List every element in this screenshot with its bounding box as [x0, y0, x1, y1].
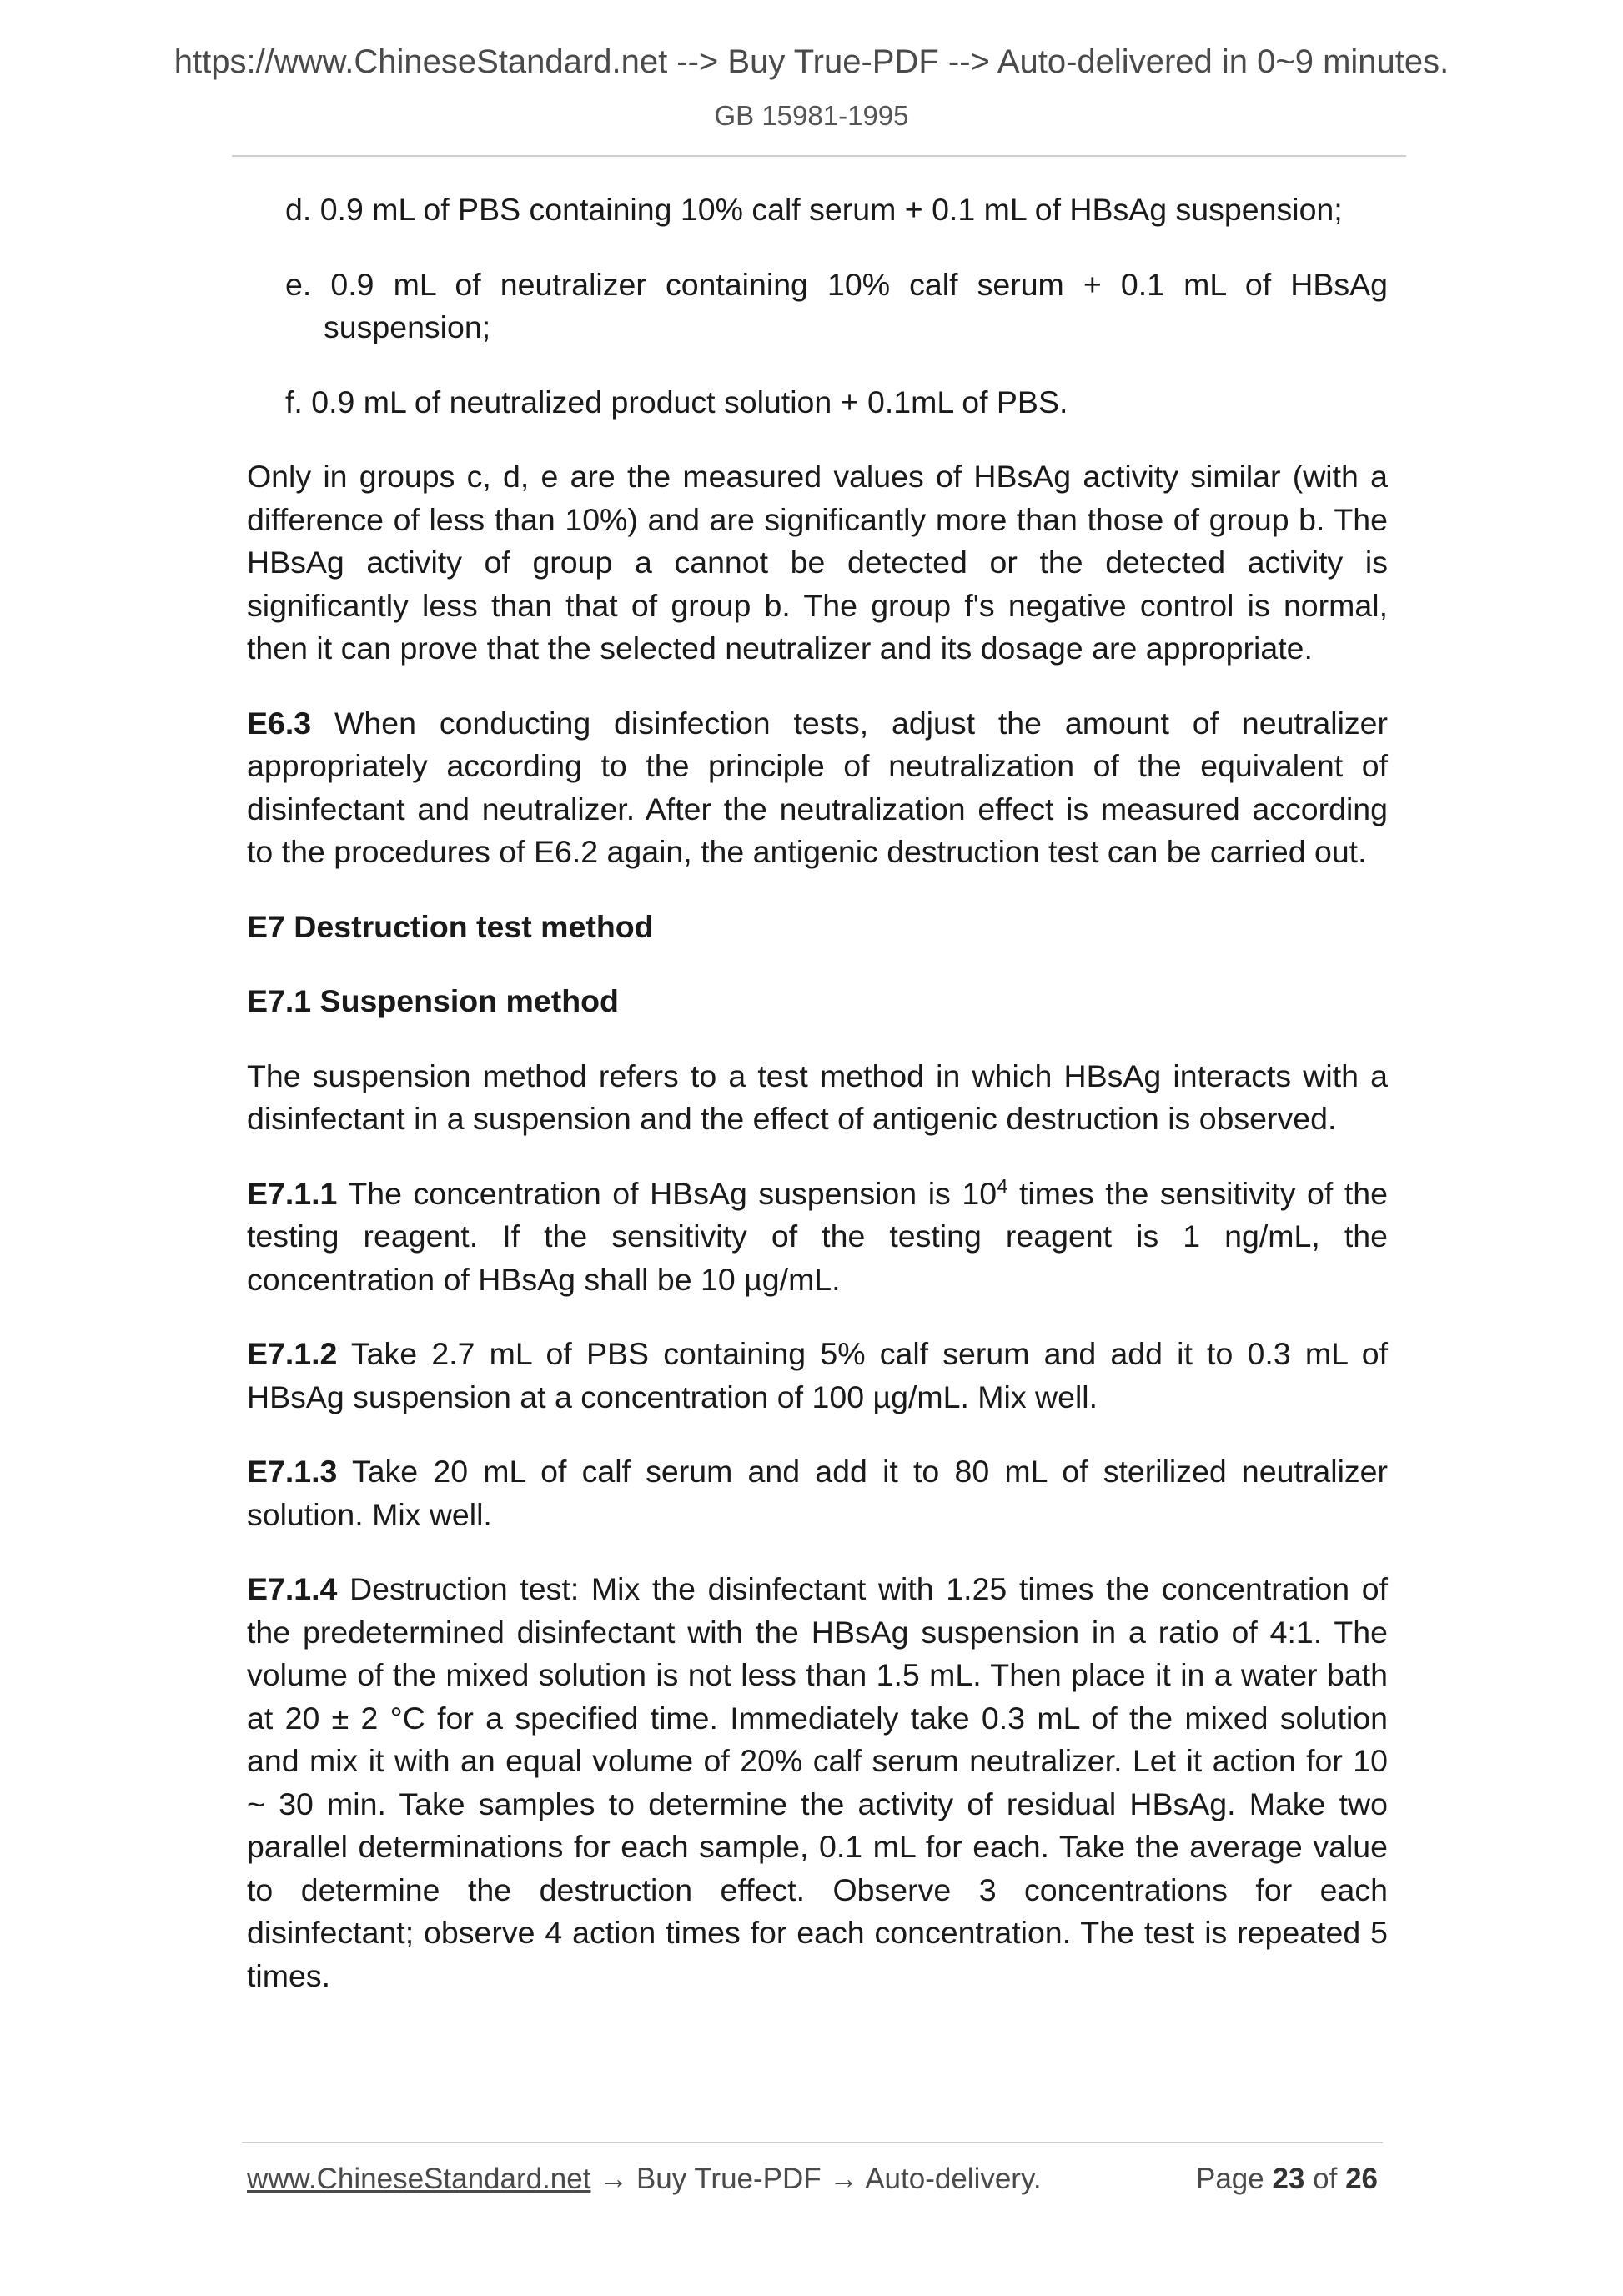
list-item-e: e. 0.9 mL of neutralizer containing 10% calf serum + 0.1 mL of HBsAg suspension;	[285, 266, 1388, 344]
list-item-f: f. 0.9 mL of neutralized product solution + 0.1mL of PBS.	[285, 384, 1068, 420]
page-body	[247, 188, 1388, 1997]
paragraph-suspension: The suspension method refers to a test method in which HBsAg interacts with a disinfectant in a suspension and the effect of antigenic destruction is observed.	[247, 1058, 1388, 1136]
page-number: 23	[1272, 2163, 1305, 2195]
site-link[interactable]: www.ChineseStandard.net	[247, 2163, 591, 2195]
footer-promo	[247, 2163, 1042, 2196]
page-label: Page	[1195, 2163, 1264, 2195]
buy-text: Buy True-PDF	[636, 2163, 822, 2195]
clause-number: E7.1.1	[247, 1175, 338, 1211]
paragraph-groups: Only in groups c, d, e are the measured values of HBsAg activity similar (with a difference of less than 10%) and are significantly more than those of group b. The HBsAg activity of group a cannot be detected or the detected activity is significantly less than that of group b. The group f's negative control is normal, then it can prove that the selected neutralizer and its dosage are appropriate.	[247, 459, 1388, 666]
arrow-icon: →	[829, 2163, 859, 2195]
clause-e7-1-1	[247, 1173, 1388, 1302]
of-label: of	[1313, 2163, 1338, 2195]
header-divider	[232, 155, 1406, 157]
clause-number: E6.3	[247, 705, 312, 741]
clause-text: times the sensitivity of the testing reagent. If the sensitivity of the testing reagent is 1 ng/mL, the concentration of HBsAg shall be 10 µg/mL.	[247, 1175, 1389, 1297]
clause-text: Take 20 mL of calf serum and add it to 80 mL of sterilized neutralizer solution. Mix well.	[247, 1454, 1388, 1532]
clause-text: The concentration of HBsAg suspension is 10	[337, 1175, 997, 1211]
standard-number: GB 15981-1995	[714, 100, 909, 131]
page-indicator	[1196, 2163, 1378, 2196]
page-total: 26	[1345, 2163, 1378, 2195]
clause-e6-3	[247, 702, 1388, 874]
list-item-d: d. 0.9 mL of PBS containing 10% calf serum + 0.1 mL of HBsAg suspension;	[285, 192, 1343, 227]
heading-e7-1: E7.1 Suspension method	[247, 983, 619, 1018]
header-banner: https://www.ChineseStandard.net --> Buy True-PDF --> Auto-delivered in 0~9 minutes.	[173, 43, 1450, 80]
clause-number: E7.1.2	[247, 1336, 338, 1371]
clause-e7-1-2	[247, 1333, 1388, 1419]
clause-text: When conducting disinfection tests, adjust the amount of neutralizer appropriately according to the principle of neutralization of the equivalent of disinfectant and neutralizer. After the neutralization effect is measured according to the procedures of E6.2 again, the antigenic destruction test can be carried out.	[247, 705, 1388, 869]
clause-e7-1-3	[247, 1450, 1388, 1536]
clause-number: E7.1.3	[247, 1454, 338, 1489]
delivery-text: Auto-delivery.	[865, 2163, 1042, 2195]
clause-text: Destruction test: Mix the disinfectant with 1.25 times the concentration of the predetermined disinfectant with the HBsAg suspension in a ratio of 4:1. The volume of the mixed solution is not less than 1.5 mL. Then place it in a water bath at 20 ± 2 °C for a specified time. Immediately take 0.3 mL of the mixed solution and mix it with an equal volume of 20% calf serum neutralizer. Let it action for 10 ~ 30 min. Take samples to determine the activity of residual HBsAg. Make two parallel determinations for each sample, 0.1 mL for each. Take the average value to determine the destruction effect. Observe 3 concentrations for each disinfectant; observe 4 action times for each concentration. The test is repeated 5 times.	[247, 1571, 1388, 1993]
footer-divider	[242, 2142, 1383, 2143]
clause-number: E7.1.4	[247, 1571, 338, 1606]
clause-text: Take 2.7 mL of PBS containing 5% calf serum and add it to 0.3 mL of HBsAg suspension at a concentration of 100 µg/mL. Mix well.	[247, 1336, 1388, 1414]
clause-e7-1-4	[247, 1568, 1388, 1997]
arrow-icon: →	[599, 2163, 629, 2195]
exponent: 4	[997, 1175, 1008, 1198]
heading-e7: E7 Destruction test method	[247, 908, 654, 944]
